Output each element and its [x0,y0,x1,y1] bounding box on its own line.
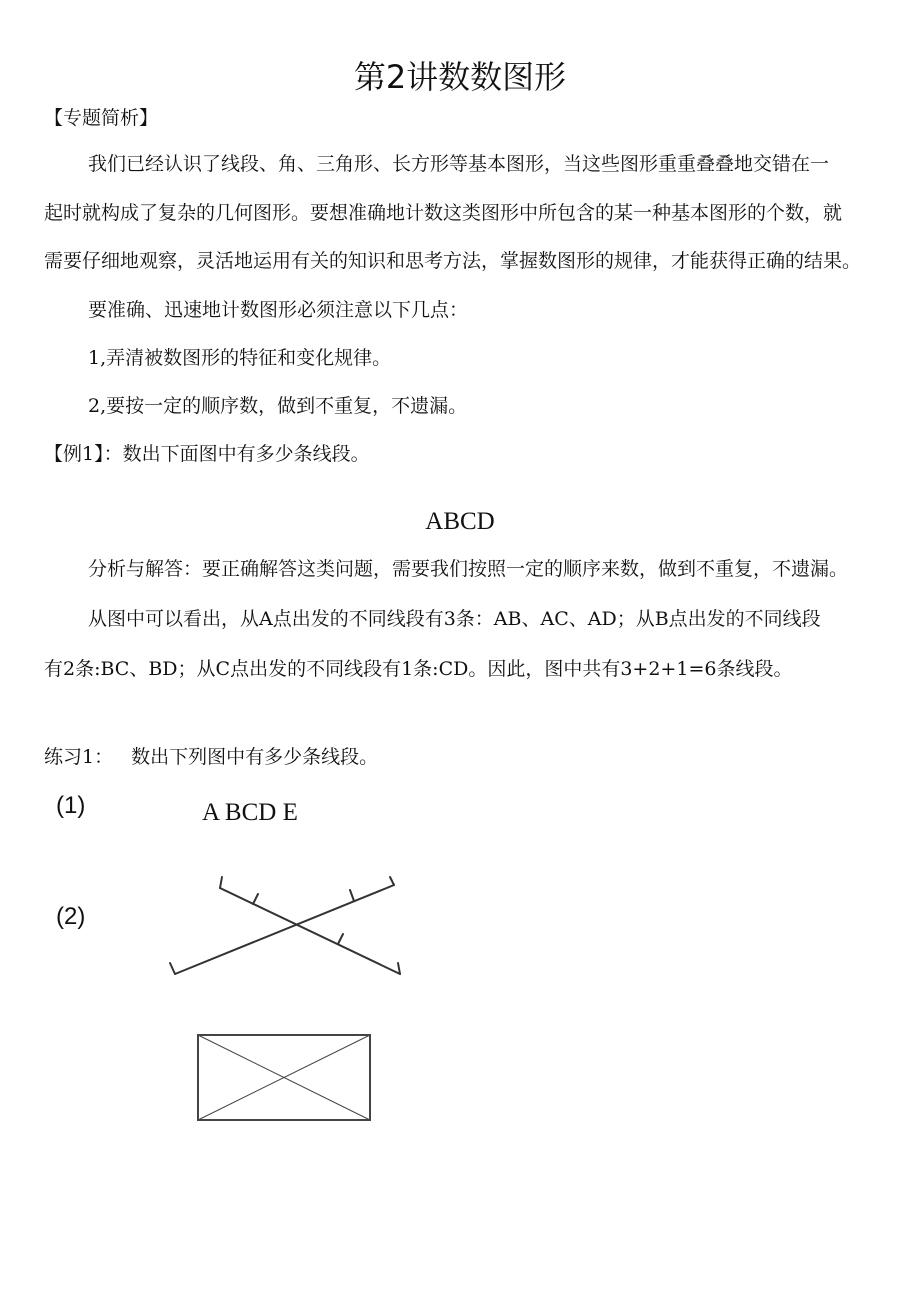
example1-question: 数出下面图中有多少条线段。 [122,443,370,465]
exercise-item-1-number: (1) [56,792,86,819]
note-item-1: 1,弄清被数图形的特征和变化规律。 [88,347,392,369]
example1-label: 【例1】： [44,443,123,465]
rectangle-with-diagonals [198,1035,370,1120]
tick-mark [220,877,222,888]
analysis-line-2: 从图中可以看出，从A点出发的不同线段有3条：AB、AC、AD；从B点出发的不同线段 [88,608,821,630]
exercise-item-1-figure-label: A BCD E [202,799,298,826]
tick-mark [253,894,258,904]
intro-line-3: 需要仔细地观察，灵活地运用有关的知识和思考方法，掌握数图形的规律，才能获得正确的结果。 [44,250,862,272]
line-up-right [175,885,394,974]
tick-mark [338,934,343,944]
exercise1-question: 数出下列图中有多少条线段。 [131,746,379,768]
notes-intro: 要准确、迅速地计数图形必须注意以下几点： [88,299,469,321]
note-item-2: 2,要按一定的顺序数，做到不重复，不遗漏。 [88,395,468,417]
example1-figure-label: ABCD [425,508,495,535]
page-title: 第2讲数数图形 [353,58,567,96]
intro-line-2: 起时就构成了复杂的几何图形。要想准确地计数这类图形中所包含的某一种基本图形的个数，就 [44,202,843,224]
tick-mark [390,877,394,885]
exercise-item-2-number: (2) [56,903,86,930]
section-label: 【专题简析】 [44,107,159,129]
line-down-right [220,888,400,974]
tick-mark [350,890,354,901]
tick-mark [170,963,175,974]
analysis-line-3: 有2条:BC、BD；从C点出发的不同线段有1条:CD。因此，图中共有3+2+1=6条线段。 [44,658,793,680]
intro-line-1: 我们已经认识了线段、角、三角形、长方形等基本图形，当这些图形重重叠叠地交错在一 [88,153,830,175]
exercise1-label: 练习1： [44,746,114,768]
crossing-lines-figure [170,877,400,974]
analysis-line-1: 分析与解答：要正确解答这类问题，需要我们按照一定的顺序来数，做到不重复，不遗漏。 [88,558,849,580]
